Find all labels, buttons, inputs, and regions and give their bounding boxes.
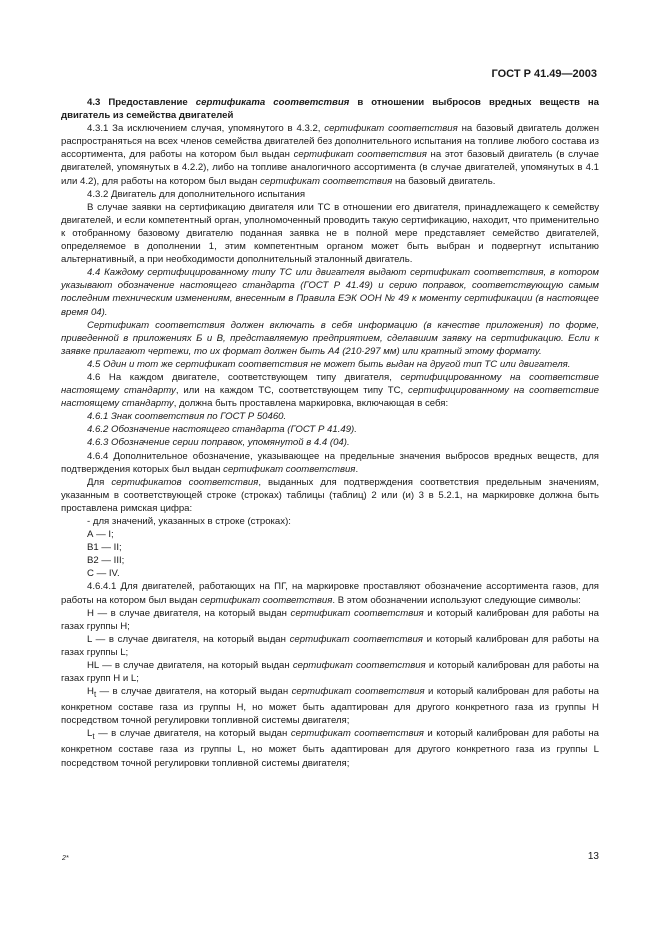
paragraph-4-3-2-body: В случае заявки на сертификацию двигателя или ТС в отношении его двигателя, принадлежащего к семейству двигателей, и если компетентный орган, уполномоченный проводить такую сертификацию, находит, что применительно к отобранному базовому двигателю поданная заявка не в полной мере представляет семейство двигателей, определяемое в дополнении 1, этим компетентным органом может быть выбран и подвергнут испытанию альтернативный, а при необходимости дополнительный эталонный двигатель. [61,201,599,266]
sheet-signature-mark: 2* [62,855,69,862]
paragraph-certificates: Для сертификатов соответствия, выданных для подтверждения соответствия предельным значениям, указанным в соответствующей строке (строках) таблицы (таблиц) 2 или (и) 3 в 5.2.1, на маркировке должна быть проставлена римская цифра: [61,476,599,514]
paragraph-4-5: 4.5 Один и тот же сертификат соответствия не может быть выдан на другой тип ТС или двигателя. [87,358,571,370]
symbol-definition: $H_t$ — в случае двигателя, на который выдан сертификат соответствия и который калиброван для работы на конкретном составе газа из группы Н, но может быть адаптирован для другого конкретного газа из группы Н посредством точной регулировки топливной системы двигателя; [61,686,599,727]
list-item: А — I; [87,529,114,541]
document-code: ГОСТ Р 41.49—2003 [491,68,597,80]
paragraph-4-6-4: 4.6.4 Дополнительное обозначение, указывающее на предельные значения выбросов вредных веществ, для подтверждения которых был выдан сертификат соответствия. [61,450,599,475]
paragraph-4-3-1: 4.3.1 За исключением случая, упомянутого в 4.3.2, сертификат соответствия на базовый двигатель должен распространяться на всех членов семейства двигателей без дополнительного испытания на топливе любого состава из ассортимента, для работы на котором был выдан сертификат соответствия на этот базовый двигатель (в случае двигателей, упомянутых в 4.2.2), либо на топливе аналогичного ассортимента (в случае двигателей, упомянутых в 4.1 или 4.2), для работы на котором был выдан сертификат соответствия на базовый двигатель. [61,123,600,187]
paragraph-4-6-1: 4.6.1 Знак соответствия по ГОСТ Р 50460. [87,411,287,423]
paragraph-4-4-annex: Сертификат соответствия должен включать в себя информацию (в качестве приложения) по форме, приведенной в приложениях Б и В, представляемую предприятием, сделавшим заявку на сертификацию. Если к заявке прилагают чертежи, то их формат должен быть А4 (210·297 мм) или кратный этому формату. [61,319,599,357]
symbol-definition: $L_t$ — в случае двигателя, на который выдан сертификат соответствия и который калиброван для работы на конкретном составе газа из группы L, но может быть адаптирован для другого конкретного газа из группы L посредством точной регулировки топливной системы двигателя; [61,728,599,769]
section-heading-4-3: 4.3 Предоставление сертификата соответствия в отношении выбросов вредных веществ на двигатель из семейства двигателей [61,97,600,122]
symbol-definition: HL — в случае двигателя, на который выдан сертификат соответствия и который калиброван для работы на газах групп Н и L; [61,660,600,685]
list-intro: - для значений, указанных в строке (строках): [87,516,291,527]
list-item: В2 — III; [87,555,125,567]
paragraph-4-3-2-title: 4.3.2 Двигатель для дополнительного испытания [87,188,306,200]
list-item: С — IV. [87,568,120,580]
paragraph-4-6-2: 4.6.2 Обозначение настоящего стандарта (ГОСТ Р 41.49). [87,424,357,436]
paragraph-4-6-4-1: 4.6.4.1 Для двигателей, работающих на ПГ, на маркировке проставляют обозначение ассортимента газов, для работы на котором был выдан сертификат соответствия. В этом обозначении используют следующие символы: [61,581,599,606]
paragraph-4-6-3: 4.6.3 Обозначение серии поправок, упомянутой в 4.4 (04). [87,437,350,449]
paragraph-4-6: 4.6 На каждом двигателе, соответствующем типу двигателя, сертифицированному на соответствие настоящему стандарту, или на каждом ТС, соответствующем типу ТС, сертифицированному на соответствие настоящему стандарту, должна быть проставлена маркировка, включающая в себя: [61,371,600,410]
page-number: 13 [587,851,599,862]
symbol-definition: H — в случае двигателя, на который выдан сертификат соответствия и который калиброван для работы на газах группы Н; [61,607,600,632]
list-item: В1 — II; [87,542,122,554]
symbol-definition: L — в случае двигателя, на который выдан сертификат соответствия и который калиброван для работы на газах группы L; [61,633,599,658]
paragraph-4-4: 4.4 Каждому сертифицированному типу ТС или двигателя выдают сертификат соответствия, в котором указывают обозначение настоящего стандарта (ГОСТ Р 41.49) и серию поправок, соответствующую самым последним техническим изменениям, внесенным в Правила ЕЭК ООН № 49 к моменту сертификации (в настоящее время 04). [61,267,599,318]
document-body [61,96,599,770]
